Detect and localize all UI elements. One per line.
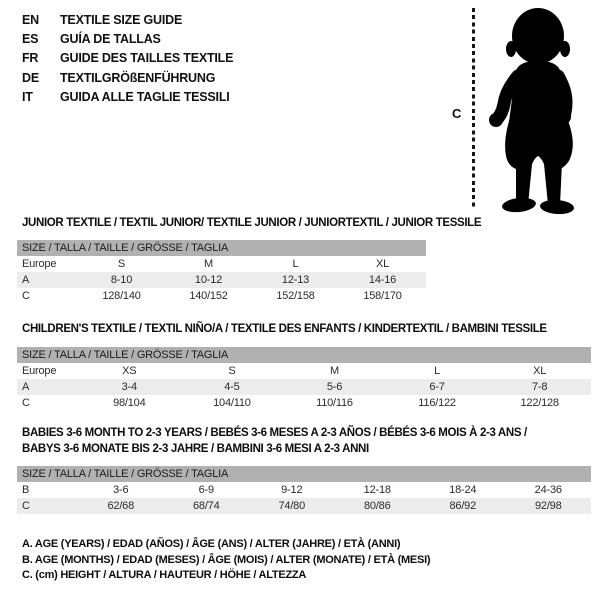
language-label: GUIDE DES TAILLES TEXTILE	[60, 51, 234, 66]
language-row-en	[22, 10, 233, 29]
size-cell: 6-7	[429, 381, 445, 393]
footnotes-block	[22, 537, 430, 584]
language-code: FR	[22, 51, 39, 66]
language-row-de	[22, 68, 233, 87]
size-cell: 158/170	[363, 290, 402, 302]
footnote-a-age-years: A. AGE (YEARS) / EDAD (AÑOS) / ÂGE (ANS) / ALTER (JAHRE) / ETÀ (ANNI)	[22, 538, 401, 550]
size-cell: 116/122	[418, 397, 456, 409]
size-header-bar: SIZE / TALLA / TAILLE / GRÖSSE / TAGLIA	[17, 240, 426, 256]
size-header-bar: SIZE / TALLA / TAILLE / GRÖSSE / TAGLIA	[17, 466, 591, 482]
size-cell: L	[292, 258, 299, 270]
size-cell: 10-12	[194, 274, 223, 286]
size-cell: 9-12	[281, 484, 303, 496]
size-cell: 5-6	[326, 381, 343, 393]
junior-size-table	[17, 240, 426, 304]
size-cell: 12-13	[281, 274, 310, 286]
table-row-age-years	[17, 272, 426, 288]
size-cell: 8-10	[110, 274, 133, 286]
size-cell: 98/104	[113, 397, 146, 409]
row-label: C	[22, 290, 30, 302]
table-row-height	[17, 288, 426, 304]
section-title-junior: JUNIOR TEXTILE / TEXTIL JUNIOR/ TEXTILE JUNIOR / JUNIORTEXTIL / JUNIOR TESSILE	[22, 217, 482, 229]
size-cell: M	[204, 258, 213, 270]
table-row-europe	[17, 256, 426, 272]
size-cell: 7-8	[532, 381, 548, 393]
language-code: ES	[22, 32, 39, 47]
size-cell: 104/110	[213, 397, 251, 409]
baby-silhouette-icon	[482, 6, 594, 214]
row-label: Europe	[22, 258, 57, 270]
language-title-block	[22, 10, 233, 107]
size-cell: S	[117, 258, 126, 270]
language-label: TEXTILE SIZE GUIDE	[60, 12, 183, 27]
height-measure-label-c: C	[452, 106, 462, 121]
size-cell: 92/98	[534, 500, 562, 512]
row-label: A	[22, 274, 30, 286]
size-cell: 80/86	[363, 500, 391, 512]
table-row-age-months	[17, 482, 591, 498]
footnote-c-height: C. (cm) HEIGHT / ALTURA / HAUTEUR / HÖHE / ALTEZZA	[22, 569, 307, 582]
size-cell: 128/140	[102, 290, 141, 302]
row-label: Europe	[22, 365, 57, 377]
section-title-children: CHILDREN'S TEXTILE / TEXTIL NIÑO/A / TEXTILE DES ENFANTS / KINDERTEXTIL / BAMBINI TESSILE	[22, 323, 547, 335]
language-row-it	[22, 88, 233, 107]
table-row-height	[17, 395, 591, 411]
language-label: GUÍA DE TALLAS	[60, 32, 161, 47]
row-label: C	[22, 500, 30, 512]
row-label: B	[22, 484, 30, 496]
size-cell: 62/68	[107, 500, 135, 512]
size-cell: S	[228, 365, 236, 377]
row-label: A	[22, 381, 30, 393]
size-cell: XS	[122, 365, 137, 377]
row-label: C	[22, 397, 30, 409]
size-cell: 74/80	[278, 500, 306, 512]
table-row-europe	[17, 363, 591, 379]
size-cell: XL	[533, 365, 547, 377]
size-cell: 86/92	[449, 500, 477, 512]
section-title-babies-line1: BABIES 3-6 MONTH TO 2-3 YEARS / BEBÉS 3-6 MESES A 2-3 AÑOS / BÉBÉS 3-6 MOIS À 2-3 ANS /	[22, 427, 527, 439]
size-cell: M	[330, 365, 339, 377]
language-label: TEXTILGRÖßENFÜHRUNG	[60, 70, 216, 85]
table-row-height	[17, 498, 591, 514]
size-cell: 68/74	[192, 500, 220, 512]
size-cell: XL	[375, 258, 390, 270]
size-cell: 24-36	[534, 484, 562, 496]
footnote-b-age-months: B. AGE (MONTHS) / EDAD (MESES) / ÂGE (MOIS) / ALTER (MONATE) / ETÀ (MESI)	[22, 553, 431, 566]
size-cell: 3-4	[121, 381, 137, 393]
language-row-es	[22, 29, 233, 48]
height-measure-dashed-line	[472, 8, 475, 208]
babies-size-table	[17, 466, 591, 514]
language-code: IT	[22, 90, 33, 105]
section-title-babies	[22, 425, 527, 457]
size-cell: 152/158	[276, 290, 315, 302]
size-cell: L	[434, 365, 441, 377]
size-cell: 14-16	[368, 274, 397, 286]
size-cell: 4-5	[224, 381, 240, 393]
children-size-table	[17, 347, 591, 411]
language-code: EN	[22, 12, 39, 27]
section-title-babies-line2: BABYS 3-6 MONATE BIS 2-3 JAHRE / BAMBINI 3-6 MESI A 2-3 ANNI	[22, 443, 369, 455]
size-header-bar: SIZE / TALLA / TAILLE / GRÖSSE / TAGLIA	[17, 347, 591, 363]
size-cell: 6-9	[198, 484, 214, 496]
size-cell: 3-6	[113, 484, 129, 496]
language-code: DE	[22, 70, 39, 85]
size-cell: 18-24	[449, 484, 477, 496]
table-row-age-years	[17, 379, 591, 395]
size-cell: 12-18	[363, 484, 391, 496]
language-label: GUIDA ALLE TAGLIE TESSILI	[60, 90, 230, 105]
size-cell: 140/152	[189, 290, 228, 302]
language-row-fr	[22, 49, 233, 68]
size-cell: 122/128	[520, 397, 559, 409]
size-cell: 110/116	[316, 397, 353, 409]
